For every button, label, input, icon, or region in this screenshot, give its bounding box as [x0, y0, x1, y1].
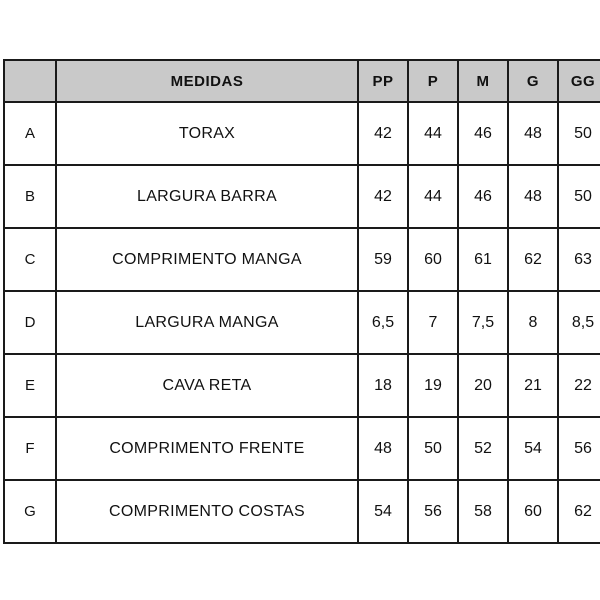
column-header-measure: MEDIDAS [56, 60, 358, 102]
row-value: 8,5 [558, 291, 600, 354]
row-value: 58 [458, 480, 508, 543]
row-letter: B [4, 165, 56, 228]
row-measure-label: TORAX [56, 102, 358, 165]
row-letter: E [4, 354, 56, 417]
row-value: 48 [508, 102, 558, 165]
size-chart-table [3, 59, 600, 544]
table-row [4, 291, 600, 354]
row-measure-label: LARGURA MANGA [56, 291, 358, 354]
row-letter: G [4, 480, 56, 543]
column-header-size-m: M [458, 60, 508, 102]
row-value: 42 [358, 102, 408, 165]
row-value: 7 [408, 291, 458, 354]
row-value: 61 [458, 228, 508, 291]
table-row [4, 165, 600, 228]
row-value: 21 [508, 354, 558, 417]
row-value: 7,5 [458, 291, 508, 354]
size-chart-container [3, 59, 597, 544]
row-value: 56 [558, 417, 600, 480]
row-value: 20 [458, 354, 508, 417]
row-measure-label: LARGURA BARRA [56, 165, 358, 228]
row-value: 62 [558, 480, 600, 543]
row-letter: F [4, 417, 56, 480]
row-value: 44 [408, 165, 458, 228]
table-header [4, 60, 600, 102]
row-value: 22 [558, 354, 600, 417]
row-value: 56 [408, 480, 458, 543]
row-value: 50 [558, 102, 600, 165]
row-letter: A [4, 102, 56, 165]
row-value: 42 [358, 165, 408, 228]
row-measure-label: CAVA RETA [56, 354, 358, 417]
row-value: 50 [408, 417, 458, 480]
row-value: 19 [408, 354, 458, 417]
column-header-size-g: G [508, 60, 558, 102]
row-value: 48 [508, 165, 558, 228]
row-value: 18 [358, 354, 408, 417]
row-letter: D [4, 291, 56, 354]
table-row [4, 228, 600, 291]
row-value: 60 [408, 228, 458, 291]
row-value: 44 [408, 102, 458, 165]
column-header-letter [4, 60, 56, 102]
row-value: 8 [508, 291, 558, 354]
row-value: 52 [458, 417, 508, 480]
table-row [4, 354, 600, 417]
row-measure-label: COMPRIMENTO FRENTE [56, 417, 358, 480]
row-measure-label: COMPRIMENTO MANGA [56, 228, 358, 291]
row-value: 60 [508, 480, 558, 543]
row-value: 63 [558, 228, 600, 291]
row-letter: C [4, 228, 56, 291]
table-body [4, 102, 600, 543]
row-value: 54 [508, 417, 558, 480]
row-measure-label: COMPRIMENTO COSTAS [56, 480, 358, 543]
table-header-row [4, 60, 600, 102]
row-value: 50 [558, 165, 600, 228]
row-value: 62 [508, 228, 558, 291]
table-row [4, 417, 600, 480]
column-header-size-p: P [408, 60, 458, 102]
column-header-size-gg: GG [558, 60, 600, 102]
row-value: 54 [358, 480, 408, 543]
row-value: 46 [458, 102, 508, 165]
row-value: 46 [458, 165, 508, 228]
table-row [4, 102, 600, 165]
row-value: 48 [358, 417, 408, 480]
table-row [4, 480, 600, 543]
row-value: 6,5 [358, 291, 408, 354]
row-value: 59 [358, 228, 408, 291]
column-header-size-pp: PP [358, 60, 408, 102]
